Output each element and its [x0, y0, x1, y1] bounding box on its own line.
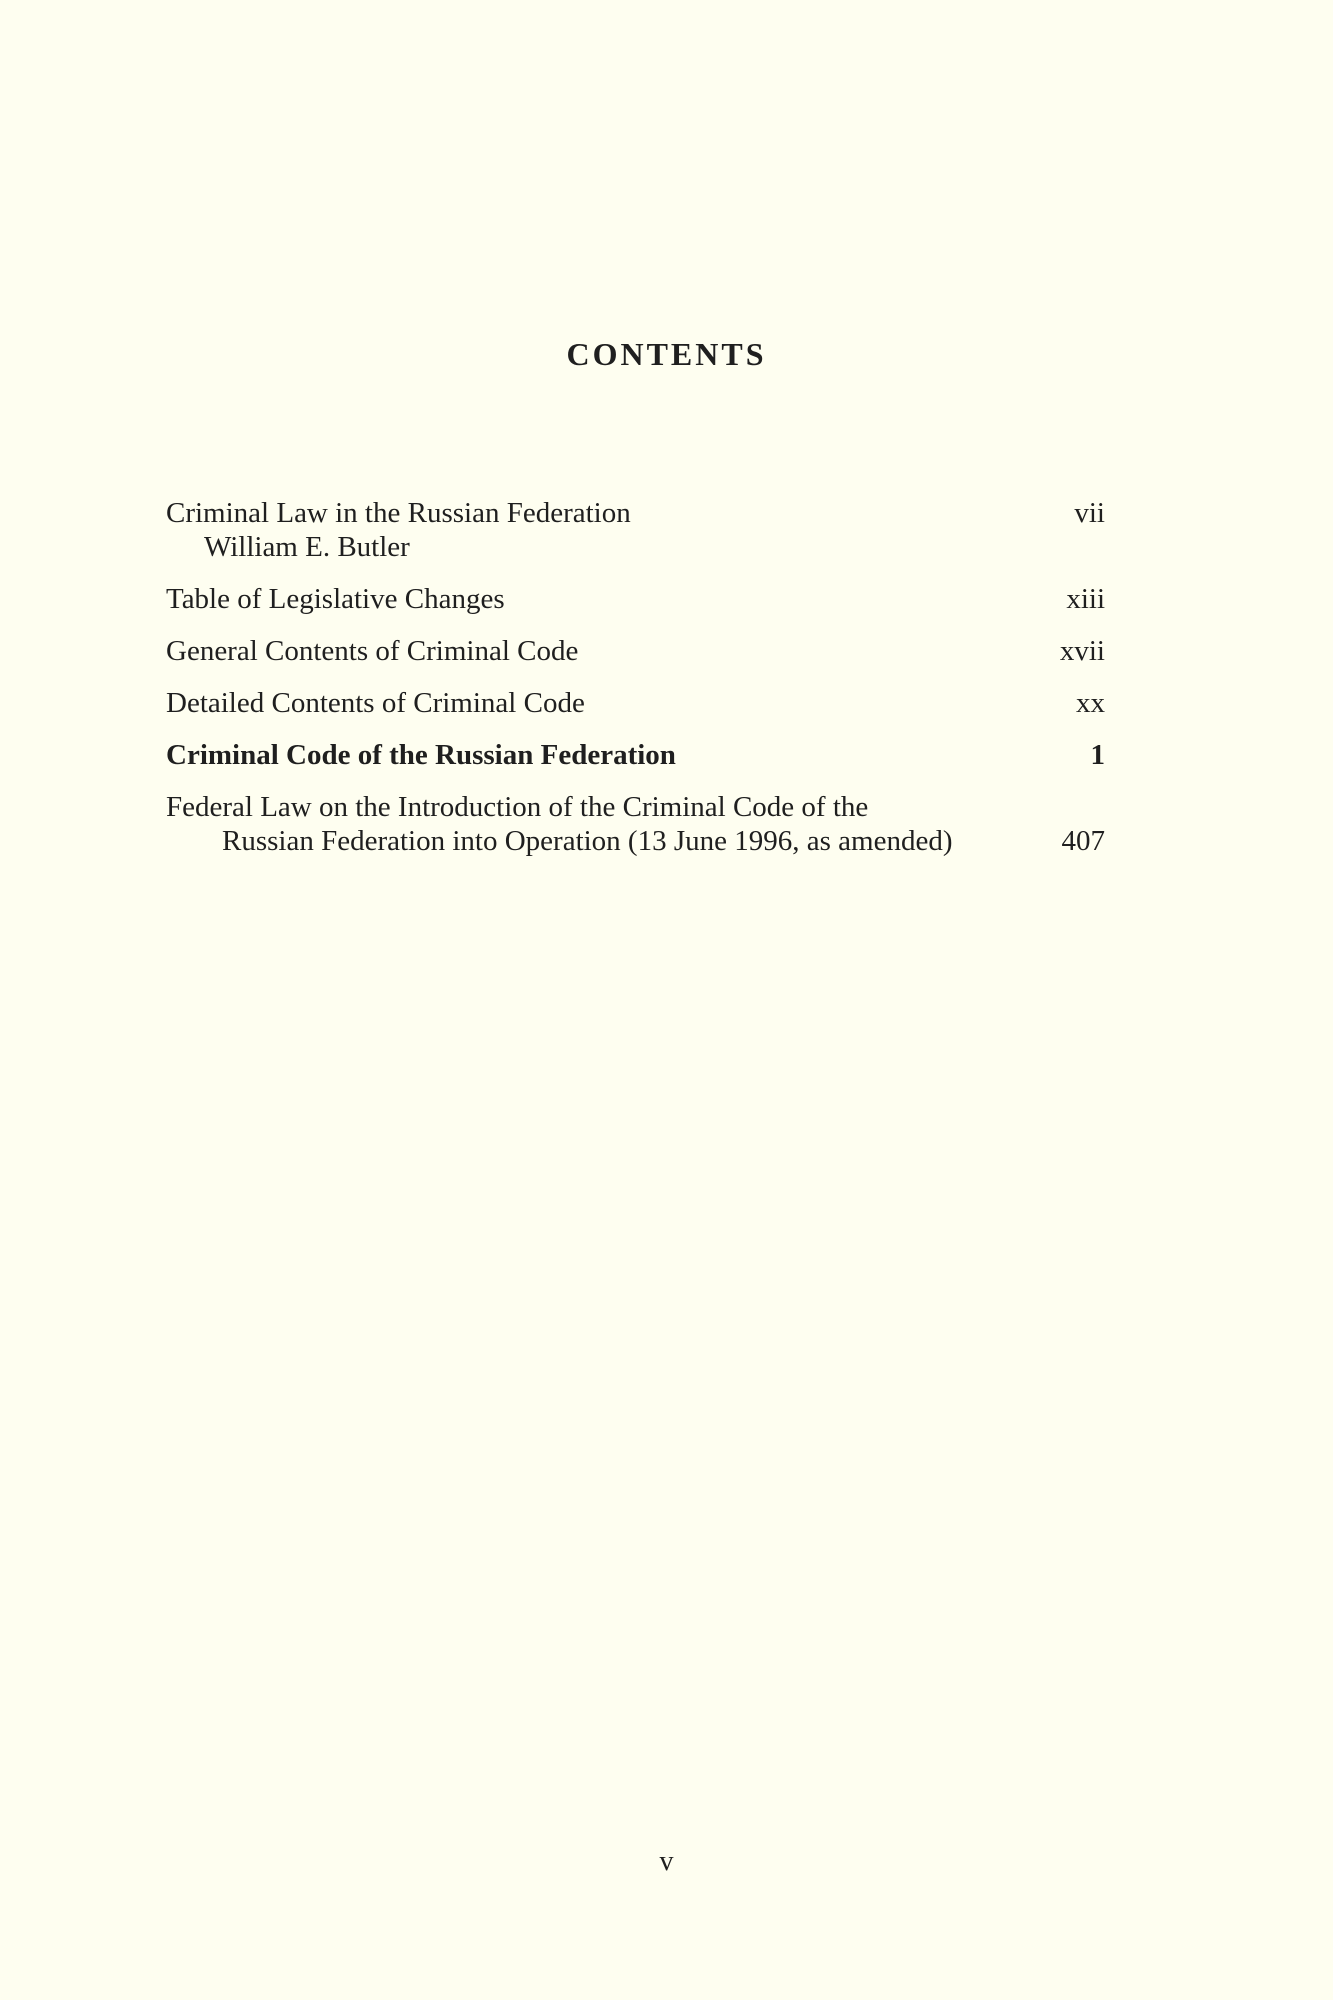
- toc-entry-criminal-code[interactable]: [166, 738, 1105, 772]
- toc-entry-page: xvii: [1059, 635, 1105, 667]
- toc-entry-title: Federal Law on the Introduction of the Criminal Code of the: [166, 791, 869, 823]
- table-of-contents: [166, 496, 1105, 876]
- toc-entry-legislative-changes[interactable]: [166, 582, 1105, 616]
- toc-entry-title-continued: Russian Federation into Operation (13 June 1996, as amended): [222, 825, 953, 857]
- toc-entry-federal-law[interactable]: [166, 790, 1105, 858]
- toc-entry-title: Criminal Law in the Russian Federation: [166, 497, 631, 529]
- toc-entry-page: xiii: [1066, 583, 1105, 615]
- page-number: v: [659, 1846, 674, 1877]
- toc-entry-page: 1: [1090, 739, 1105, 771]
- toc-entry-detailed-contents[interactable]: [166, 686, 1105, 720]
- toc-entry-page: vii: [1074, 497, 1105, 529]
- toc-entry-title: Detailed Contents of Criminal Code: [166, 687, 585, 719]
- toc-entry-criminal-law[interactable]: [166, 496, 1105, 564]
- page-title: CONTENTS: [566, 336, 767, 372]
- toc-entry-author: William E. Butler: [204, 531, 410, 563]
- toc-entry-title: Criminal Code of the Russian Federation: [166, 739, 676, 771]
- toc-entry-title: General Contents of Criminal Code: [166, 635, 579, 667]
- toc-entry-title: Table of Legislative Changes: [166, 583, 505, 615]
- toc-entry-page: 407: [1061, 825, 1105, 857]
- toc-entry-page: xx: [1076, 687, 1105, 719]
- toc-entry-general-contents[interactable]: [166, 634, 1105, 668]
